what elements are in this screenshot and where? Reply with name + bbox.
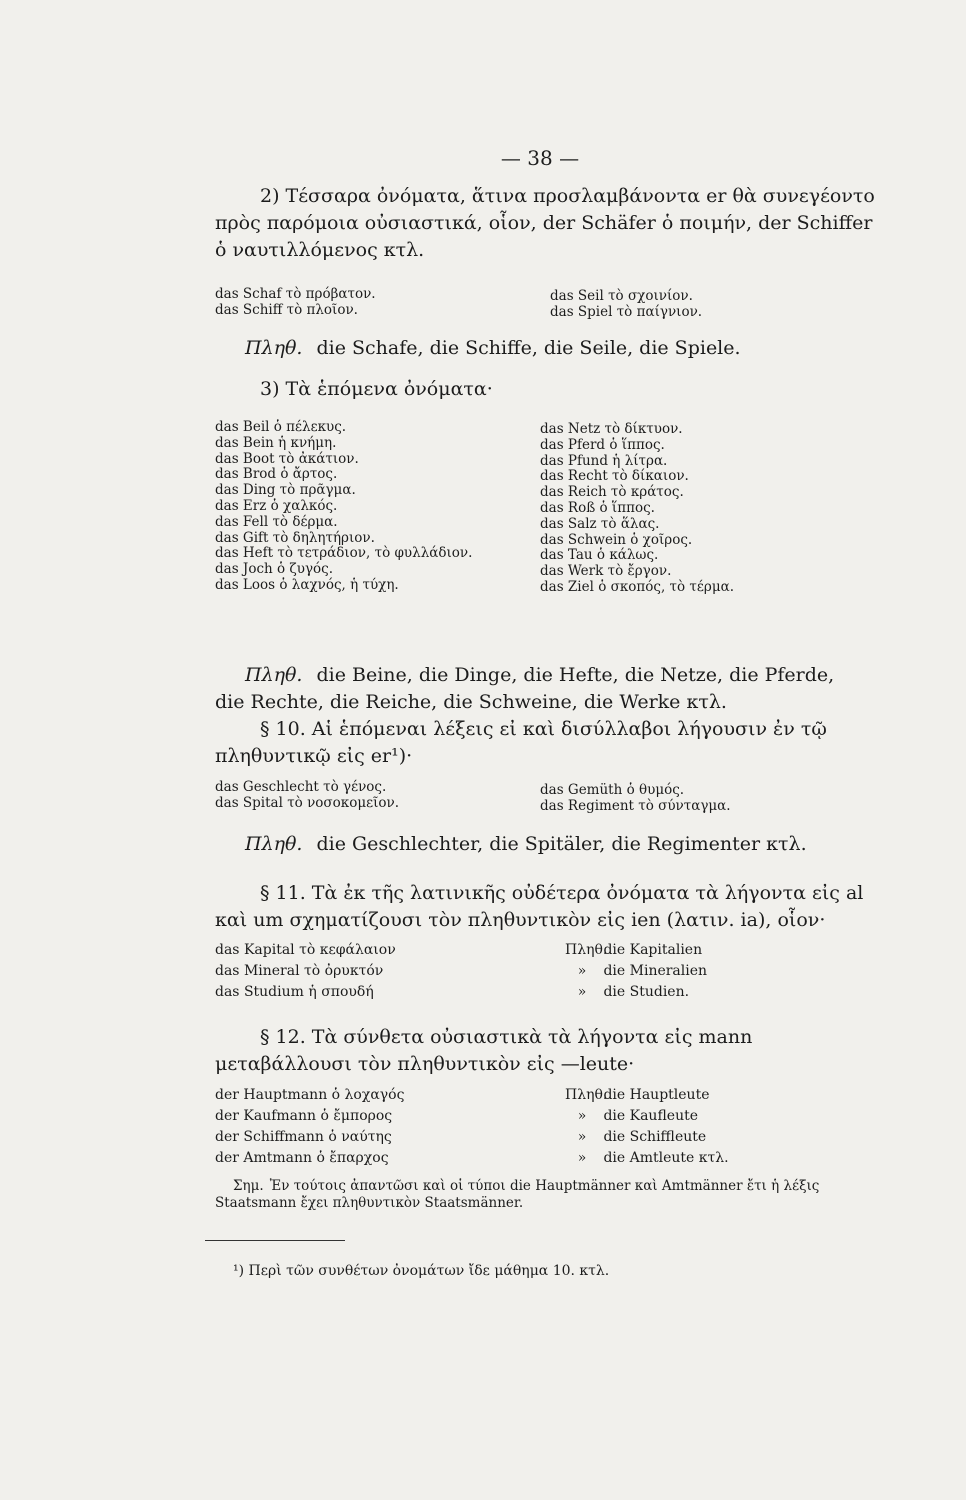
list-item: das Gemüth ὁ θυμός. (540, 782, 685, 798)
list-item: das Reich τὸ κράτος. (540, 484, 684, 501)
plural-marker: Πληθ. (565, 942, 608, 958)
list-item: das Spiel τὸ παίγνιον. (550, 303, 703, 320)
list-item: das Geschlecht τὸ γένος. (215, 779, 387, 795)
list-item: das Heft τὸ τετράδιον, τὸ φυλλάδιον. (215, 545, 473, 562)
list-item: das Pferd ὁ ἵππος. (540, 436, 665, 453)
plural-text: die Beine, die Dinge, die Hefte, die Netze, die Pferde, die Rechte, die Reiche, die Schweine, die Werke κτλ. (215, 664, 835, 713)
plural-form: die Amtleute κτλ. (603, 1150, 729, 1166)
plural-form: die Studien. (603, 984, 690, 1000)
note-label: Σημ. (233, 1178, 264, 1194)
plural-text: die Schafe, die Schiffe, die Seile, die Spiele. (316, 337, 741, 359)
list-item: das Brod ὁ ἄρτος. (215, 466, 338, 483)
section-2-left-list (215, 287, 376, 319)
plural-form: die Hauptleute (603, 1087, 710, 1103)
section-3-plural (215, 662, 855, 716)
plural-marker: Πληθ. (565, 1087, 608, 1103)
section-11-heading: § 11. Τὰ ἐκ τῆς λατινικῆς οὐδέτερα ὀνόματα τὰ λήγοντα εἰς al καὶ um σχηματίζουσι τὸν πληθυντικὸν εἰς ien (λατιν. ia), οἷον· (215, 882, 864, 931)
list-item: das Schiff τὸ πλοῖον. (215, 301, 358, 318)
singular: der Hauptmann ὁ λοχαγός (215, 1087, 405, 1103)
plural-marker: » (577, 963, 587, 979)
list-item: das Joch ὁ ζυγός. (215, 561, 333, 578)
list-item: das Erz ὁ χαλκός. (215, 497, 338, 514)
plural-marker: » (577, 984, 587, 1000)
section-12-row (215, 1129, 706, 1145)
list-item: das Netz τὸ δίκτυον. (540, 421, 683, 437)
section-11-row (215, 984, 689, 1000)
list-item: das Pfund ἡ λίτρα. (540, 452, 668, 469)
plural-form: die Mineralien (603, 963, 708, 979)
plural-label: Πληθ. (245, 664, 303, 686)
note-text: Ἐν τούτοις ἀπαντῶσι καὶ οἱ τύποι die Hauptmänner καὶ Amtmänner ἔτι ἡ λέξις Staatsmann ἔχει πληθυντικὸν Staatsmänner. (215, 1178, 820, 1211)
section-3-right-list (540, 422, 734, 596)
section-10-plural (215, 831, 855, 858)
list-item: das Seil τὸ σχοινίον. (550, 288, 693, 304)
list-item: das Roß ὁ ἵππος. (540, 499, 655, 516)
plural-marker: » (577, 1129, 587, 1145)
plural-text: die Geschlechter, die Spitäler, die Regimenter κτλ. (316, 833, 807, 855)
section-12-row (215, 1150, 729, 1166)
singular: das Kapital τὸ κεφάλαιον (215, 942, 396, 958)
list-item: das Ziel ὁ σκοπός, τὸ τέρμα. (540, 578, 735, 595)
list-item: das Gift τὸ δηλητήριον. (215, 529, 375, 546)
plural-form: die Kapitalien (603, 942, 703, 958)
singular: der Amtmann ὁ ἔπαρχος (215, 1150, 389, 1166)
list-item: das Recht τὸ δίκαιον. (540, 468, 689, 485)
list-item: das Tau ὁ κάλως. (540, 547, 659, 564)
singular: der Schiffmann ὁ ναύτης (215, 1129, 392, 1145)
section-12-row (215, 1087, 709, 1103)
section-12-note (215, 1178, 855, 1212)
footnote-rule (205, 1240, 345, 1241)
list-item: das Schwein ὁ χοῖρος. (540, 531, 693, 548)
list-item: das Beil ὁ πέλεκυς. (215, 419, 347, 435)
list-item: das Salz τὸ ἅλας. (540, 515, 660, 532)
list-item: das Schaf τὸ πρόβατον. (215, 286, 376, 302)
section-2-heading: 2) Τέσσαρα ὀνόματα, ἅτινα προσλαμβάνοντα er θὰ συνεγέοντο πρὸς παρόμοια οὐσιαστικά, οἷον, der Schäfer ὁ ποιμήν, der Schiffer ὁ ναυτιλλόμενος κτλ. (215, 185, 875, 261)
section-3-left-list (215, 420, 472, 594)
list-item: das Ding τὸ πρᾶγμα. (215, 482, 356, 499)
footnote: ¹) Περὶ τῶν συνθέτων ὀνομάτων ἴδε μάθημα 10. κτλ. (233, 1263, 610, 1279)
list-item: das Spital τὸ νοσοκομεῖον. (215, 794, 400, 811)
section-10-right-list (540, 783, 731, 815)
list-item: das Bein ἡ κνήμη. (215, 434, 337, 451)
section-2-plural (215, 335, 855, 362)
singular: der Kaufmann ὁ ἔμπορος (215, 1108, 393, 1124)
plural-form: die Kaufleute (603, 1108, 699, 1124)
plural-form: die Schiffleute (603, 1129, 707, 1145)
list-item: das Regiment τὸ σύνταγμα. (540, 797, 731, 814)
section-2-right-list (550, 289, 702, 321)
singular: das Mineral τὸ ὀρυκτόν (215, 963, 384, 979)
plural-marker: » (577, 1108, 587, 1124)
list-item: das Werk τὸ ἔργον. (540, 563, 672, 580)
section-11-row (215, 963, 707, 979)
section-12-row (215, 1108, 698, 1124)
list-item: das Boot τὸ ἀκάτιον. (215, 450, 359, 467)
section-10-left-list (215, 780, 399, 812)
section-3-heading: 3) Τὰ ἑπόμενα ὀνόματα· (260, 378, 493, 400)
plural-label: Πληθ. (245, 337, 303, 359)
section-10-heading: § 10. Αἱ ἑπόμεναι λέξεις εἰ καὶ δισύλλαβοι λήγουσιν ἐν τῷ πληθυντικῷ εἰς er¹)· (215, 718, 827, 767)
plural-marker: » (577, 1150, 587, 1166)
list-item: das Loos ὁ λαχνός, ἡ τύχη. (215, 576, 399, 593)
page-number: — 38 — (500, 146, 580, 170)
plural-label: Πληθ. (245, 833, 303, 855)
list-item: das Fell τὸ δέρμα. (215, 513, 338, 530)
section-11-row (215, 942, 702, 958)
section-12-heading: § 12. Τὰ σύνθετα οὐσιαστικὰ τὰ λήγοντα εἰς mann μεταβάλλουσι τὸν πληθυντικὸν εἰς —leute· (215, 1026, 753, 1075)
singular: das Studium ἡ σπουδή (215, 984, 374, 1000)
